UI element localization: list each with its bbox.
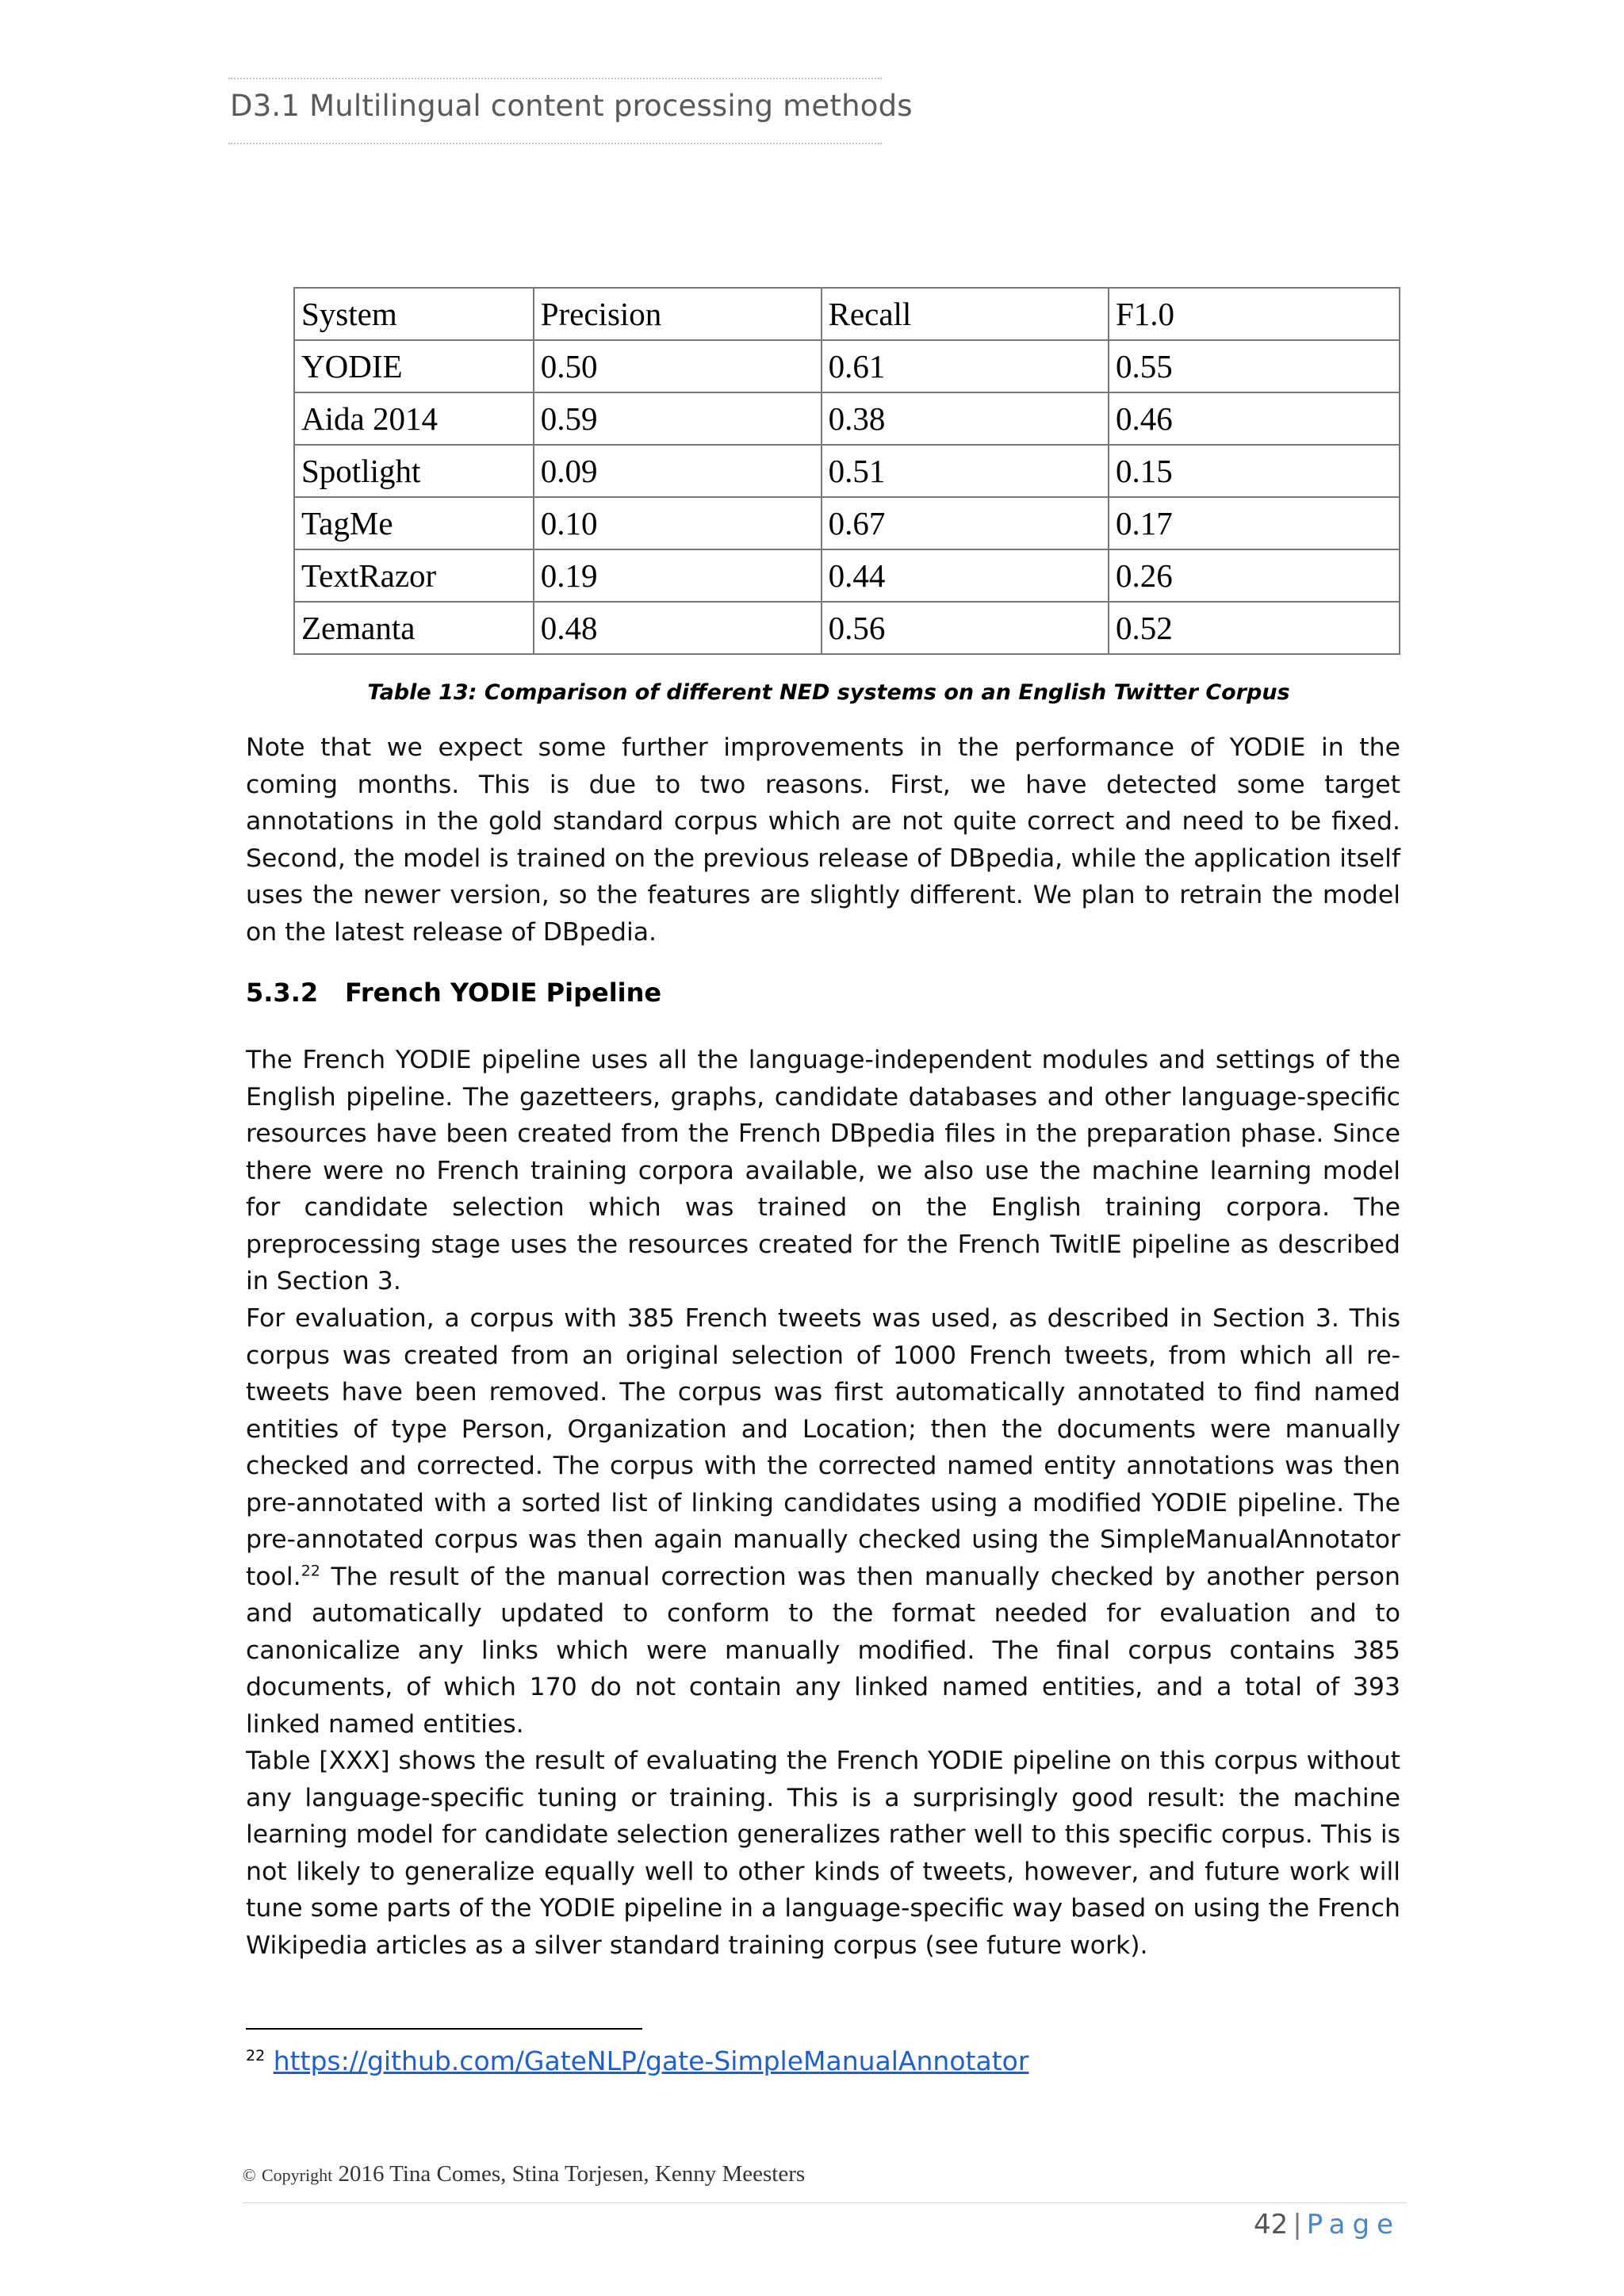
table-cell: 0.50 [534, 340, 822, 392]
table-row [294, 497, 1400, 549]
paragraph-results: Table [XXX] shows the result of evaluating the French YODIE pipeline on this corpus without any language-specific tuning or training. This is a surprisingly good result: the machine learning model for candidate selection generalizes rather well to this specific corpus. This is not likely to generalize equally well to other kinds of tweets, however, and future work will tune some parts of the YODIE pipeline in a language-specific way based on using the French Wikipedia articles as a silver standard training corpus (see future work). [246, 1747, 1400, 1960]
header-title: D3.1 Multilingual content processing methods [230, 89, 913, 123]
column-header: F1.0 [1109, 288, 1400, 340]
table-header-row [294, 288, 1400, 340]
paragraph-improvements: Note that we expect some further improvements in the performance of YODIE in the coming months. This is due to two reasons. First, we have detected some target annotations in the gold standard corpus which are not quite correct and need to be fixed. Second, the model is trained on the previous release of DBpedia, while the application itself uses the newer version, so the features are slightly different. We plan to retrain the model on the latest release of DBpedia. [246, 733, 1400, 947]
table-row [294, 549, 1400, 602]
table-row [294, 340, 1400, 392]
table-cell: Aida 2014 [294, 392, 534, 445]
paragraph-evaluation-text-a: For evaluation, a corpus with 385 French tweets was used, as described in Section 3. This corpus was created from an original selection of 1000 French tweets, from which all re-tweets have been removed. The corpus was first automatically annotated to find named entities of type Person, Organization and Location; then the documents were manually checked and corrected. The corpus with the corrected named entity annotations was then pre-annotated with a sorted list of linking candidates using a modified YODIE pipeline. The pre-annotated corpus was then again manually checked using the SimpleManualAnnotator tool. [246, 1304, 1400, 1591]
table-cell: Spotlight [294, 445, 534, 497]
page-number [1254, 2209, 1400, 2241]
results-table-body [294, 288, 1400, 654]
page-separator: | [1293, 2209, 1302, 2241]
table-cell: Zemanta [294, 602, 534, 654]
section-title: French YODIE Pipeline [345, 978, 662, 1008]
page-number-value: 42 [1253, 2209, 1289, 2241]
table-cell: TagMe [294, 497, 534, 549]
footnote-link[interactable]: https://github.com/GateNLP/gate-SimpleManualAnnotator [273, 2045, 1029, 2076]
table-cell: 0.19 [534, 549, 822, 602]
table-cell: 0.51 [822, 445, 1109, 497]
table-cell: 0.56 [822, 602, 1109, 654]
table-cell: 0.61 [822, 340, 1109, 392]
table-cell: TextRazor [294, 549, 534, 602]
table-caption: Table 13: Comparison of different NED systems on an English Twitter Corpus [367, 680, 1290, 705]
table-cell: 0.46 [1109, 392, 1400, 445]
column-header: Precision [534, 288, 822, 340]
table-cell: 0.55 [1109, 340, 1400, 392]
footnote [246, 2045, 1028, 2076]
footnote-number: 22 [246, 2047, 266, 2064]
table-cell: 0.52 [1109, 602, 1400, 654]
footnote-reference[interactable]: 22 [301, 1562, 320, 1579]
column-header: System [294, 288, 534, 340]
table-cell: YODIE [294, 340, 534, 392]
table-cell: 0.15 [1109, 445, 1400, 497]
header-top-rule [228, 78, 882, 79]
table-row [294, 445, 1400, 497]
copyright-word: Copyright [261, 2165, 333, 2185]
table-row [294, 602, 1400, 654]
table-cell: 0.67 [822, 497, 1109, 549]
footnote-separator [246, 2028, 642, 2030]
paragraph-evaluation-text-b: The result of the manual correction was then manually checked by another person and automatically updated to conform to the format needed for evaluation and to canonicalize any links which were manually modified. The final corpus contains 385 documents, of which 170 do not contain any linked named entities, and a total of 393 linked named entities. [246, 1562, 1400, 1739]
results-table [293, 287, 1400, 655]
table-cell: 0.26 [1109, 549, 1400, 602]
table-cell: 0.48 [534, 602, 822, 654]
section-heading [246, 978, 661, 1008]
copyright-holders: 2016 Tina Comes, Stina Torjesen, Kenny Meesters [338, 2161, 806, 2187]
table-cell: 0.59 [534, 392, 822, 445]
section-number: 5.3.2 [246, 978, 319, 1008]
table-cell: 0.17 [1109, 497, 1400, 549]
table-cell: 0.38 [822, 392, 1109, 445]
column-header: Recall [822, 288, 1109, 340]
table-cell: 0.44 [822, 549, 1109, 602]
copyright-notice [243, 2161, 805, 2187]
paragraph-evaluation [246, 1300, 1400, 1743]
table-row [294, 392, 1400, 445]
footer-rule [243, 2202, 1407, 2203]
table-cell: 0.10 [534, 497, 822, 549]
copyright-symbol: © [243, 2165, 256, 2185]
header-bottom-rule [228, 143, 882, 144]
paragraph-pipeline: The French YODIE pipeline uses all the language-independent modules and settings of the English pipeline. The gazetteers, graphs, candidate databases and other language-specific resources have been created from the French DBpedia files in the preparation phase. Since there were no French training corpora available, we also use the machine learning model for candidate selection which was trained on the English training corpora. The preprocessing stage uses the resources created for the French TwitIE pipeline as described in Section 3. [246, 1046, 1400, 1295]
table-cell: 0.09 [534, 445, 822, 497]
page-label: Page [1306, 2209, 1400, 2241]
